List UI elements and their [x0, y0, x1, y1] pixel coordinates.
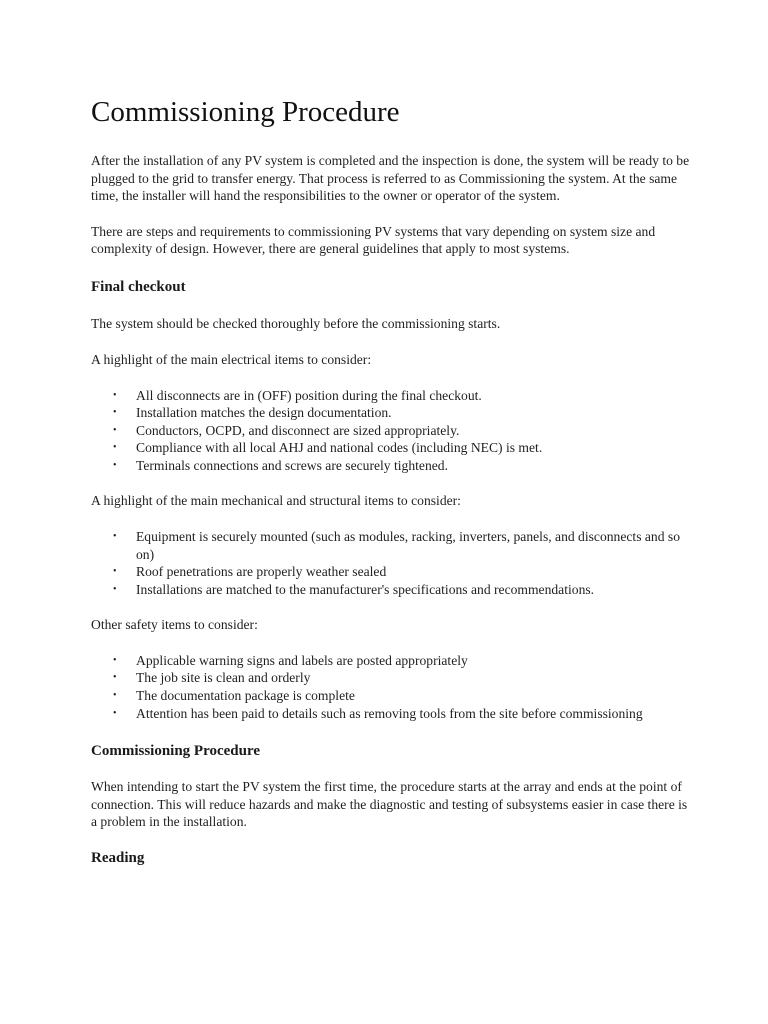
bullet-icon: •	[113, 530, 117, 542]
list-item	[91, 705, 691, 723]
list-item-text: All disconnects are in (OFF) position during the final checkout.	[136, 387, 482, 403]
bullet-icon: •	[113, 389, 117, 401]
list-item-text: Installation matches the design documentation.	[136, 405, 392, 421]
list-item	[91, 652, 691, 670]
commissioning-paragraph: When intending to start the PV system the first time, the procedure starts at the array and ends at the point of connection. This will reduce hazards and make the diagnostic and testing of subsystems easier in case there is a problem in the installation.	[91, 779, 688, 830]
list-item	[91, 581, 691, 599]
bullet-icon: •	[113, 583, 117, 595]
bullet-icon: •	[113, 672, 117, 684]
bullet-icon: •	[113, 442, 117, 454]
list-item-text: Roof penetrations are properly weather sealed	[136, 564, 387, 580]
list-item	[91, 422, 691, 440]
mechanical-items-list	[91, 528, 691, 598]
list-item	[91, 404, 691, 422]
list-item-text: The documentation package is complete	[136, 688, 355, 704]
safety-items-intro: Other safety items to consider:	[91, 617, 258, 633]
list-item-text: The job site is clean and orderly	[136, 670, 311, 686]
page-title: Commissioning Procedure	[91, 96, 400, 128]
mechanical-items-intro: A highlight of the main mechanical and structural items to consider:	[91, 493, 461, 509]
safety-items-list	[91, 652, 691, 722]
list-item-text: Compliance with all local AHJ and national codes (including NEC) is met.	[136, 440, 543, 456]
list-item-text: Conductors, OCPD, and disconnect are sized appropriately.	[136, 422, 460, 438]
list-item	[91, 669, 691, 687]
intro-paragraph-1: After the installation of any PV system is completed and the inspection is done, the system will be ready to be plugged to the grid to transfer energy. That process is referred to as Commissioning the system. At the same time, the installer will hand the responsibilities to the owner or operator of the system.	[91, 153, 690, 203]
bullet-icon: •	[113, 654, 117, 666]
list-item-text: Installations are matched to the manufacturer's specifications and recommendations.	[136, 581, 595, 597]
list-item-text: Applicable warning signs and labels are posted appropriately	[136, 652, 468, 668]
reading-heading: Reading	[91, 849, 145, 866]
bullet-icon: •	[113, 690, 117, 702]
commissioning-heading: Commissioning Procedure	[91, 743, 261, 760]
list-item	[91, 387, 691, 405]
list-item	[91, 563, 691, 581]
list-item	[91, 687, 691, 705]
list-item	[91, 528, 691, 563]
electrical-items-list	[91, 387, 691, 475]
list-item	[91, 457, 691, 475]
intro-paragraph-2: There are steps and requirements to commissioning PV systems that vary depending on system size and complexity of design. However, there are general guidelines that apply to most systems.	[91, 223, 656, 256]
list-item	[91, 439, 691, 457]
bullet-icon: •	[113, 566, 117, 578]
final-checkout-paragraph: The system should be checked thoroughly before the commissioning starts.	[91, 315, 501, 331]
bullet-icon: •	[113, 459, 117, 471]
electrical-items-intro: A highlight of the main electrical items to consider:	[91, 352, 372, 367]
document-page	[91, 94, 691, 867]
bullet-icon: •	[113, 707, 117, 719]
final-checkout-heading: Final checkout	[91, 278, 186, 295]
list-item-text: Equipment is securely mounted (such as modules, racking, inverters, panels, and disconnects and so on)	[136, 528, 680, 562]
bullet-icon: •	[113, 407, 117, 419]
list-item-text: Attention has been paid to details such as removing tools from the site before commissioning	[136, 705, 643, 721]
list-item-text: Terminals connections and screws are securely tightened.	[136, 457, 448, 473]
bullet-icon: •	[113, 424, 117, 436]
